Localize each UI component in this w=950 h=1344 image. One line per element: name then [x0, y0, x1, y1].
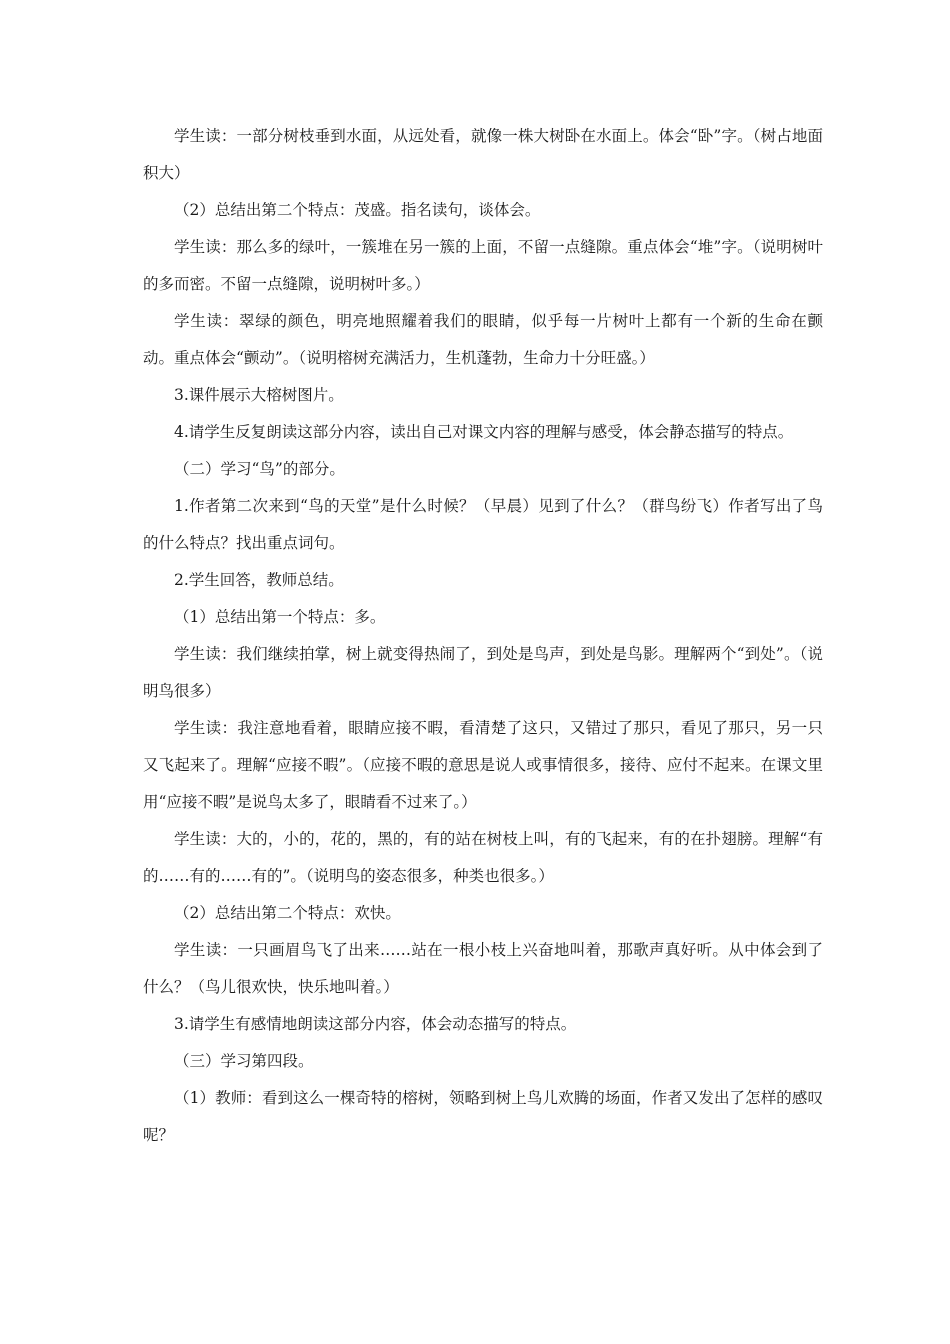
paragraph: 学生读：我们继续拍掌，树上就变得热闹了，到处是鸟声，到处是鸟影。理解两个“到处”。（说明鸟很多）: [143, 645, 823, 700]
paragraph: （1）总结出第一个特点：多。: [174, 608, 386, 626]
paragraph: （二）学习“鸟”的部分。: [174, 460, 345, 478]
paragraph: 学生读：一部分树枝垂到水面，从远处看，就像一株大树卧在水面上。体会“卧”字。（树占地面积大）: [143, 127, 823, 182]
document-page: [143, 118, 823, 1154]
paragraph: 学生读：大的，小的，花的，黑的，有的站在树枝上叫，有的飞起来，有的在扑翅膀。理解“有的……有的……有的”。（说明鸟的姿态很多，种类也很多。）: [143, 830, 823, 885]
paragraph: （2）总结出第二个特点：欢快。: [174, 904, 401, 922]
paragraph: 学生读：我注意地看着，眼睛应接不暇，看清楚了这只，又错过了那只，看见了那只，另一只又飞起来了。理解“应接不暇”。（应接不暇的意思是说人或事情很多，接待、应付不起来。在课文里用“应接不暇”是说鸟太多了，眼睛看不过来了。）: [143, 719, 823, 811]
paragraph: （三）学习第四段。: [174, 1052, 314, 1070]
paragraph: （2）总结出第二个特点：茂盛。指名读句，谈体会。: [174, 201, 541, 219]
paragraph: 学生读：翠绿的颜色，明亮地照耀着我们的眼睛，似乎每一片树叶上都有一个新的生命在颤动。重点体会“颤动”。（说明榕树充满活力，生机蓬勃，生命力十分旺盛。）: [143, 312, 823, 367]
paragraph: 学生读：一只画眉鸟飞了出来……站在一根小枝上兴奋地叫着，那歌声真好听。从中体会到了什么？（鸟儿很欢快，快乐地叫着。）: [143, 941, 823, 996]
paragraph: 2.学生回答，教师总结。: [174, 571, 344, 589]
paragraph: 3.课件展示大榕树图片。: [174, 386, 344, 404]
paragraph: 1.作者第二次来到“鸟的天堂”是什么时候？（早晨）见到了什么？（群鸟纷飞）作者写出了鸟的什么特点？找出重点词句。: [143, 497, 823, 552]
paragraph: （1）教师：看到这么一棵奇特的榕树，领略到树上鸟儿欢腾的场面，作者又发出了怎样的感叹呢？: [143, 1089, 823, 1144]
paragraph: 4.请学生反复朗读这部分内容，读出自己对课文内容的理解与感受，体会静态描写的特点。: [174, 423, 794, 441]
paragraph: 3.请学生有感情地朗读这部分内容，体会动态描写的特点。: [174, 1015, 577, 1033]
paragraph: 学生读：那么多的绿叶，一簇堆在另一簇的上面，不留一点缝隙。重点体会“堆”字。（说明树叶的多而密。不留一点缝隙，说明树叶多。）: [143, 238, 823, 293]
